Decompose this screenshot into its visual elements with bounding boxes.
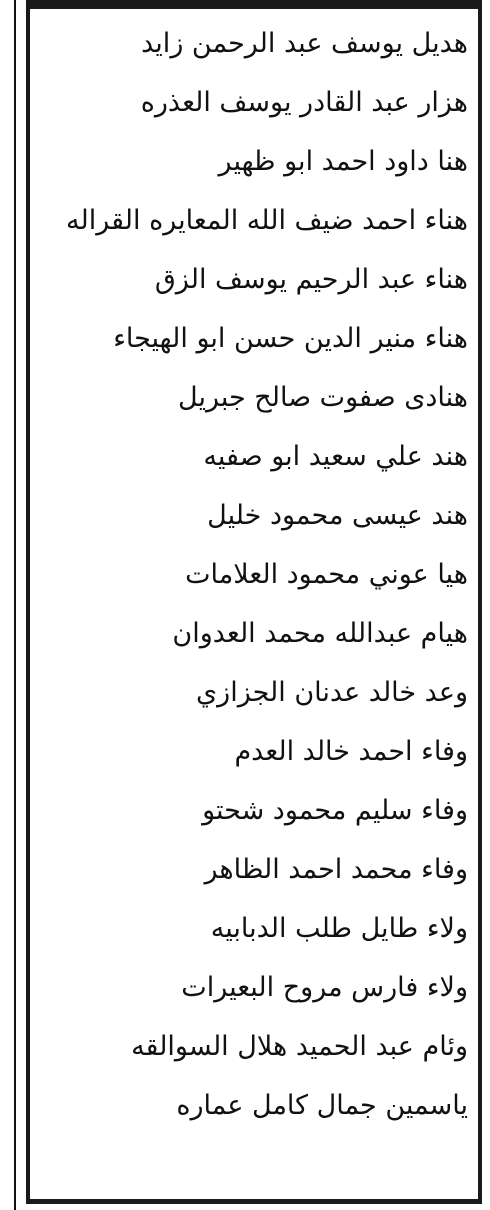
name-text: ولاء طايل طلب الدبابيه: [210, 913, 468, 944]
name-row: [36, 663, 472, 722]
name-text: وفاء احمد خالد العدم: [234, 736, 468, 767]
name-row: [36, 73, 472, 132]
name-text: هنا داود احمد ابو ظهير: [218, 146, 468, 177]
name-text: ياسمين جمال كامل عماره: [176, 1090, 468, 1121]
name-text: وفاء محمد احمد الظاهر: [204, 854, 468, 885]
name-text: وعد خالد عدنان الجزازي: [196, 677, 468, 708]
name-row: [36, 250, 472, 309]
name-row: [36, 14, 472, 73]
name-row: [36, 899, 472, 958]
name-text: هنادى صفوت صالح جبريل: [178, 382, 468, 413]
name-row: [36, 309, 472, 368]
bottom-border-bar: [26, 1199, 482, 1204]
left-rule-line: [14, 0, 16, 1210]
top-border-bar: [26, 0, 482, 9]
name-text: هيا عوني محمود العلامات: [185, 559, 468, 590]
name-row: [36, 722, 472, 781]
name-row: [36, 840, 472, 899]
name-text: هند علي سعيد ابو صفيه: [203, 441, 468, 472]
name-text: هزار عبد القادر يوسف العذره: [140, 87, 468, 118]
name-row: [36, 604, 472, 663]
name-text: وئام عبد الحميد هلال السوالقه: [131, 1031, 468, 1062]
name-text: وفاء سليم محمود شحتو: [202, 795, 468, 826]
name-row: [36, 1017, 472, 1076]
name-row: [36, 958, 472, 1017]
name-row: [36, 368, 472, 427]
names-list: [36, 14, 472, 1135]
name-text: هديل يوسف عبد الرحمن زايد: [141, 28, 468, 59]
name-row: [36, 486, 472, 545]
name-text: هيام عبدالله محمد العدوان: [172, 618, 468, 649]
name-text: هناء عبد الرحيم يوسف الزق: [154, 264, 468, 295]
name-row: [36, 132, 472, 191]
name-text: ولاء فارس مروح البعيرات: [181, 972, 468, 1003]
name-text: هناء منير الدين حسن ابو الهيجاء: [113, 323, 468, 354]
name-row: [36, 545, 472, 604]
name-row: [36, 191, 472, 250]
name-row: [36, 781, 472, 840]
name-text: هند عيسى محمود خليل: [207, 500, 468, 531]
name-row: [36, 1076, 472, 1135]
name-row: [36, 427, 472, 486]
name-text: هناء احمد ضيف الله المعايره القراله: [66, 205, 468, 236]
